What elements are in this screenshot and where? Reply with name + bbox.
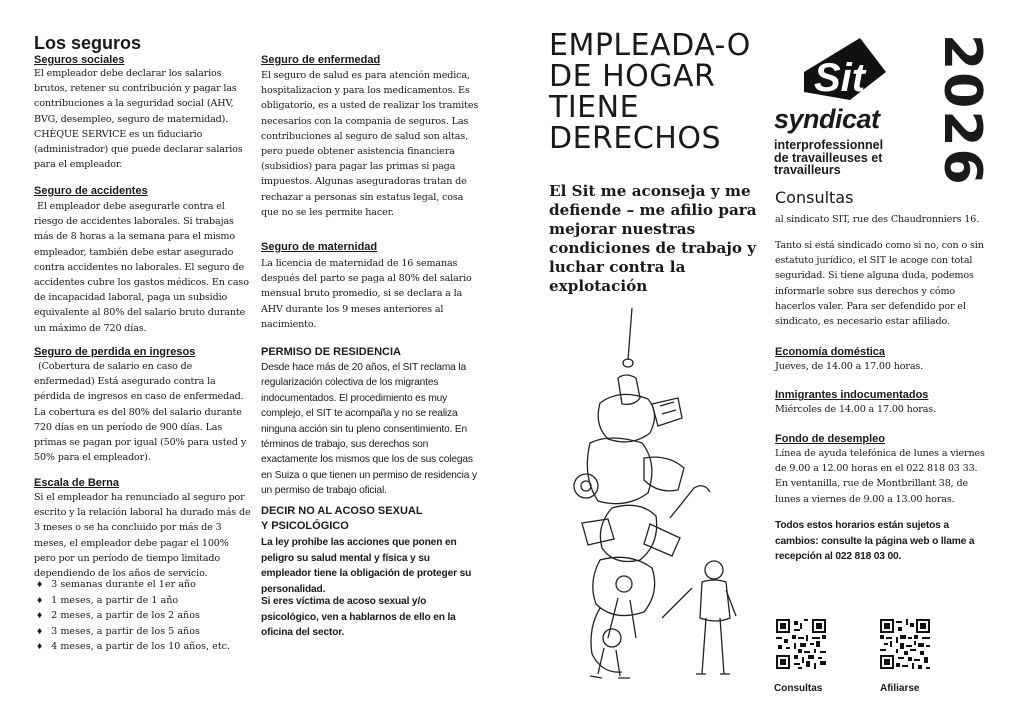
consultas-address: al sindicato SIT, rue des Chaudronniers 16. xyxy=(775,214,980,225)
cover-title xyxy=(549,30,751,154)
heading-economia-domestica: Economía doméstica xyxy=(775,346,886,358)
heading-fondo-desempleo: Fondo de desempleo xyxy=(775,433,886,445)
illustration-figures-icon xyxy=(560,308,760,698)
cover-title-line: DERECHOS xyxy=(549,121,722,156)
text-permiso-residencia: Desde hace más de 20 años, el SIT reclama la regularización colectiva de los migrantes indocumentados. El procedimiento es muy complejo, el SIT te acompaña y no se realiza ninguna acción sin tu pleno consentimiento. En términos de trabajo, sus derechos son exactamente los mismos que los de sus colegas en Suiza o que tienen un permiso de residencia y un permiso de trabajo oficial. xyxy=(261,362,477,497)
cover-title-line: EMPLEADA-O xyxy=(549,28,751,63)
text-fondo-desempleo: Línea de ayuda telefónica de lunes a viernes de 9.00 a 12.00 horas en el 022 818 03 33. En ventanilla, rue de Montbrillant 38, de lunes a viernes de 9.00 a 13.00 horas. xyxy=(775,448,985,505)
cover-slogan: El Sit me aconseja y me defiende – me afilio para mejorar nuestras condiciones de trabajo y luchar contra la explotación xyxy=(549,182,757,295)
heading-acoso-line2: Y PSICOLÓGICO xyxy=(261,520,349,532)
heading-acoso-line1: DECIR NO AL ACOSO SEXUAL xyxy=(261,505,423,517)
qr-code-icon[interactable] xyxy=(776,619,826,669)
cover-title-line: TIENE xyxy=(549,90,640,125)
logo-text: Sit xyxy=(814,56,866,100)
list-item: ♦ 3 meses, a partir de los 5 años xyxy=(36,624,252,640)
text-inmigrantes: Miércoles de 14.00 a 17.00 horas. xyxy=(775,404,936,415)
schedule-notice: Todos estos horarios están sujetos a cambios: consulte la página web o llame a recepción al 022 818 03 00. xyxy=(775,520,975,563)
text-economia-domestica: Jueves, de 14.00 a 17.00 horas. xyxy=(775,361,924,372)
berna-list xyxy=(36,577,252,655)
qr-code-icon[interactable] xyxy=(880,619,930,669)
logo-subtitle xyxy=(774,139,883,177)
heading-inmigrantes: Inmigrantes indocumentados xyxy=(775,389,929,401)
text-seguro-accidentes: El empleador debe asegurarle contra el riesgo de accidentes laborales. Si trabajas más de 8 horas a la semana para el mismo empleador, también debe estar asegurado contra accidentes no laborales. El seguro de accidentes cubre los gastos médicos. En caso de incapacidad laboral, paga un subsidio equivalente al 80% del salario bruto durante un máximo de 720 días. xyxy=(34,201,249,334)
heading-escala-berna: Escala de Berna xyxy=(34,477,119,489)
heading-seguros-sociales: Seguros sociales xyxy=(34,54,125,66)
heading-seguro-accidentes: Seguro de accidentes xyxy=(34,185,148,197)
consultas-intro: Tanto si está sindicado como si no, con o sin estatuto jurídico, el SIT le acoge con total seguridad. Si tiene alguna duda, podemos informarle sobre sus derechos y cómo hacerlos valer. Para ser defendido por el sindicato, es necesario estar afiliado. xyxy=(775,240,984,328)
text-seguro-maternidad: La licencia de maternidad de 16 semanas después del parto se paga al 80% del salario mensual bruto promedio, si se declara a la AHV durante los 9 meses anteriores al nacimiento. xyxy=(261,258,472,330)
list-item: ♦ 1 meses, a partir de 1 año xyxy=(36,593,252,609)
heading-seguro-maternidad: Seguro de maternidad xyxy=(261,241,378,253)
text-seguros-sociales: El empleador debe declarar los salarios brutos, retener su contribución y pagar las contribuciones a la seguridad social (AHV, BVG, desempleo, seguro de maternidad). CHÈQUE SERVICE es un fiduciario (administrador) que puede declarar salarios para el empleador. xyxy=(34,68,243,171)
heading-seguro-enfermedad: Seguro de enfermedad xyxy=(261,54,381,66)
list-item: ♦ 4 meses, a partir de los 10 años, etc. xyxy=(36,639,252,655)
heading-permiso-residencia: PERMISO DE RESIDENCIA xyxy=(261,346,401,358)
consultas-title: Consultas xyxy=(775,188,854,207)
text-perdida-ingresos: (Cobertura de salario en caso de enfermedad) Está asegurado contra la pérdida de ingresos en caso de enfermedad. La cobertura es del 80% del salario durante 720 días en un período de 900 días. Las primas se pagan por igual (50% para usted y 50% para el empleador). xyxy=(34,361,247,464)
cover-title-line: DE HOGAR xyxy=(549,59,716,94)
list-item: ♦ 3 semanas durante el 1er año xyxy=(36,577,252,593)
text-acoso-1: La ley prohíbe las acciones que ponen en peligro su salud mental y física y su empleador tiene la obligación de proteger su personalidad. xyxy=(261,537,472,595)
logo-word: syndicat xyxy=(774,104,880,134)
year-badge xyxy=(932,34,994,187)
logo-sub-line: interprofessionnel xyxy=(774,138,884,152)
year-text: 2026 xyxy=(932,34,992,187)
text-seguro-enfermedad: El seguro de salud es para atención medica, hospitalizacion y para los medicamentos. Es obligatorio, es a usted de realizar los tramites necesarios con la compania de seguros. Las contribuciones al seguro de salud son altas, pero puede obtener asistencia financiera (subsidios) para pagar las primas si paga impuestos. Algunas aseguradoras tratan de rechazar a personas sin estatus legal, cosa que no se les permite hacer. xyxy=(261,70,479,218)
logo-sub-line: de travailleuses et xyxy=(774,150,883,165)
text-escala-berna: Si el empleador ha renunciado al seguro por escrito y la relación laboral ha durado más de 3 meses o se ha concluido por más de 3 meses, el empleador debe pagar el 100% pero por un período de tiempo limitado dependiendo de los años de servicio. xyxy=(34,492,251,580)
section-title: Los seguros xyxy=(34,33,142,53)
heading-perdida-ingresos: Seguro de perdida en ingresos xyxy=(34,346,196,358)
logo-sub-line: travailleurs xyxy=(774,163,841,177)
list-item: ♦ 2 meses, a partir de los 2 años xyxy=(36,608,252,624)
qr-label-consultas: Consultas xyxy=(774,683,823,694)
qr-label-afiliarse: Afiliarse xyxy=(880,683,920,694)
text-acoso-2: Si eres víctima de acoso sexual y/o psicológico, ven a hablarnos de ello en la oficina del sector. xyxy=(261,596,456,639)
